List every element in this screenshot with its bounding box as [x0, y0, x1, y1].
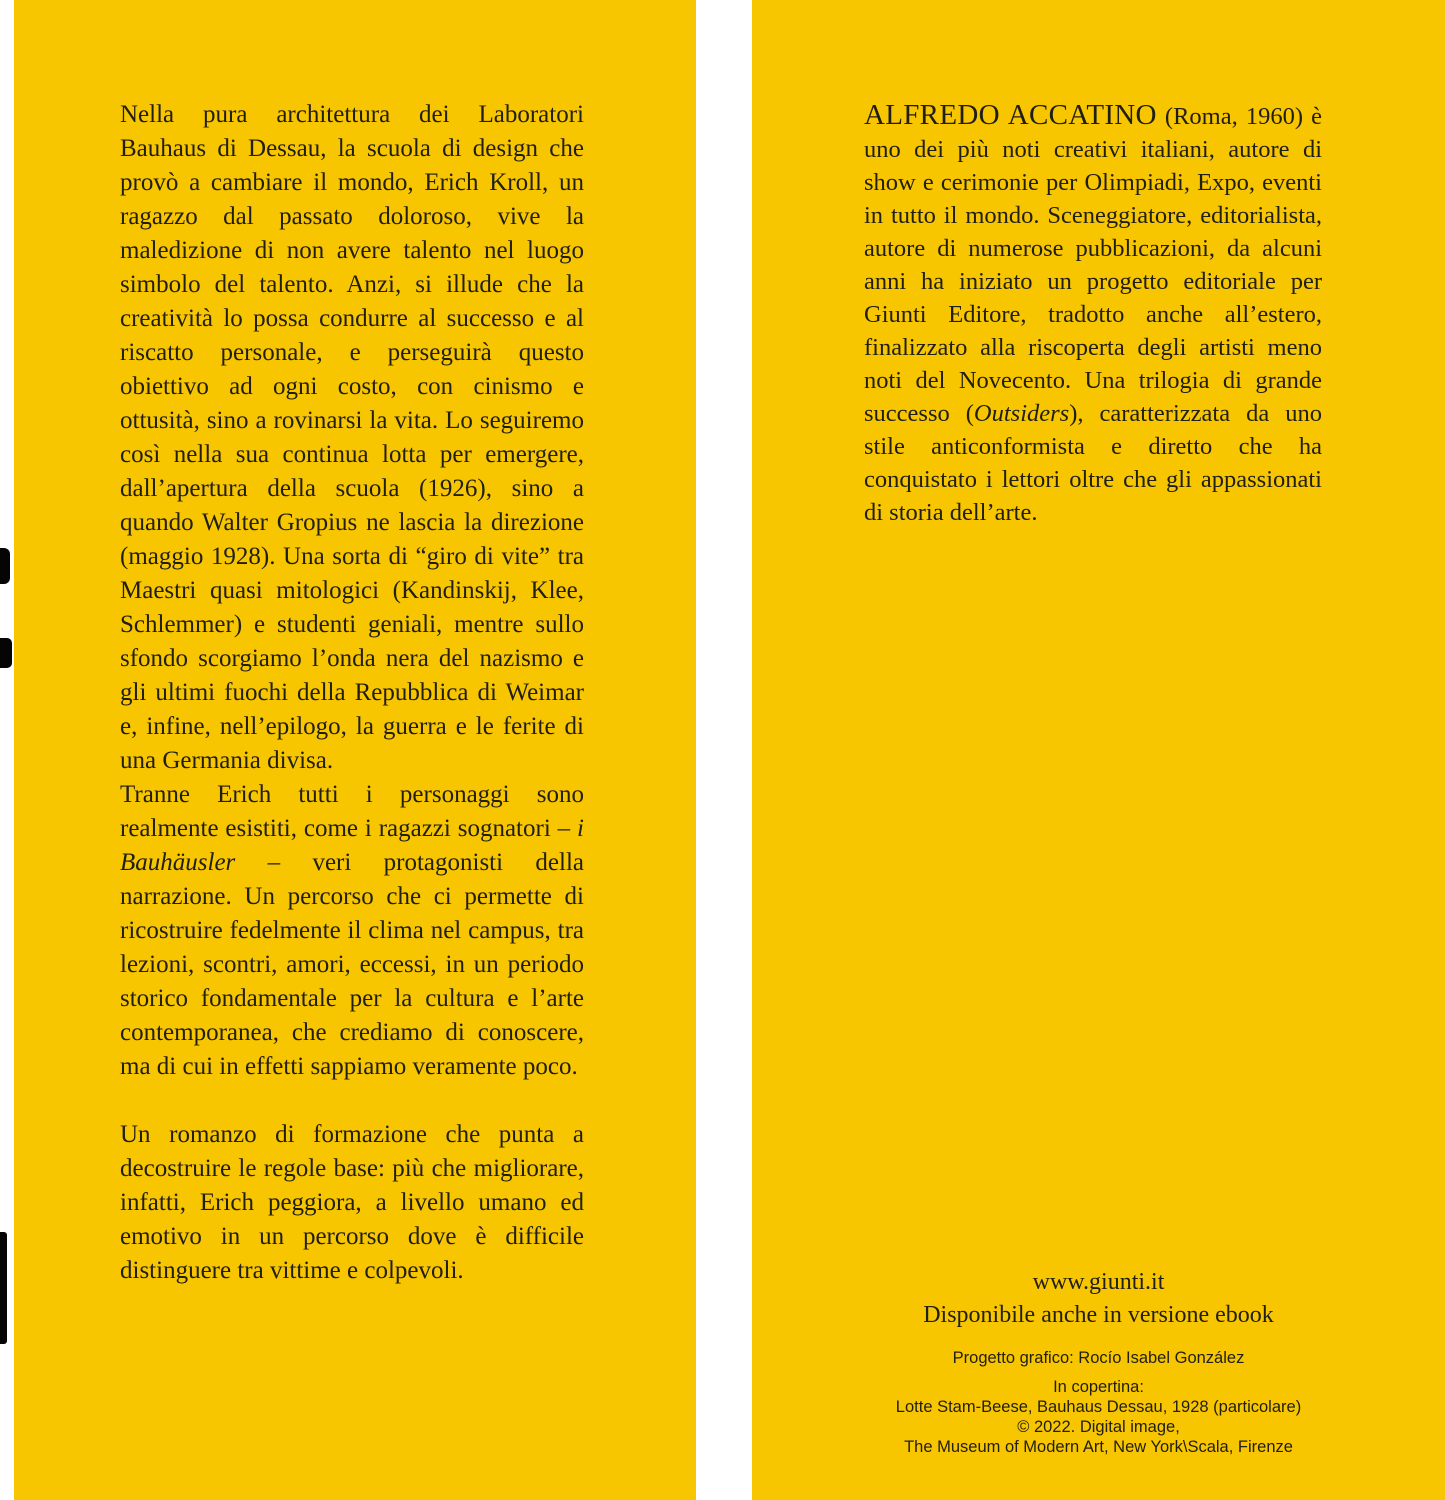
synopsis-paragraph-1: Nella pura architettura dei Laboratori Bauhaus di Dessau, la scuola di design che provò a cambiare il mondo, Erich Kroll, un ragazzo dal passato doloroso, vive la maledizione di non avere talento nel luogo simbolo del talento. Anzi, si illude che la creatività lo possa condurre al successo e al riscatto personale, e perseguirà questo obiettivo ad ogni costo, con cinismo e ottusità, sino a rovinarsi la vita. Lo seguiremo così nella sua continua lotta per emergere, dall’apertura della scuola (1926), sino a quando Walter Gropius ne lascia la direzione (maggio 1928). Una sorta di “giro di vite” tra Maestri quasi mitologici (Kandinskij, Klee, Schlemmer) e studenti geniali, mentre sullo sfondo scorgiamo l’onda nera del nazismo e gli ultimi fuochi della Repubblica di Weimar e, infine, nell’epilogo, la guerra e le ferite di una Germania divisa. — [120, 101, 584, 774]
author-bio-block — [864, 100, 1322, 529]
scan-edge-artifact — [0, 548, 10, 584]
author-bio-segment-2: ), caratterizzata da uno stile anticonformista e diretto che ha conquistato i lettori oltre che gli appassionati di storia dell’arte. — [864, 400, 1322, 526]
colophon — [752, 1266, 1445, 1457]
credits-block — [752, 1348, 1445, 1457]
cover-credit-label: In copertina: — [1053, 1378, 1144, 1396]
scan-edge-artifact — [0, 1232, 7, 1344]
synopsis-paragraph-2 — [120, 778, 584, 1084]
synopsis-block — [120, 98, 584, 1288]
synopsis-p2-segment-1: Tranne Erich tutti i personaggi sono realmente esistiti, come i ragazzi sognatori – — [120, 781, 584, 842]
author-birth: (Roma, 1960) — [1156, 103, 1304, 130]
author-bio-paragraph — [864, 100, 1322, 529]
left-flap — [14, 0, 696, 1500]
author-name: ALFREDO ACCATINO — [864, 99, 1157, 131]
graphic-design-credit: Progetto grafico: Rocío Isabel González — [952, 1349, 1245, 1367]
synopsis-p2-italic-title: i Bauhäusler — [120, 815, 584, 876]
right-flap — [752, 0, 1445, 1500]
synopsis-paragraph-3: Un romanzo di formazione che punta a decostruire le regole base: più che migliorare, infatti, Erich peggiora, a livello umano ed emotivo in un percorso dove è difficile distinguere tra vittime e colpevoli. — [120, 1121, 584, 1284]
cover-credit-artwork: Lotte Stam-Beese, Bauhaus Dessau, 1928 (particolare) — [895, 1398, 1302, 1416]
synopsis-p2-segment-2: – veri protagonisti della narrazione. Un percorso che ci permette di ricostruire fedelmente il clima nel campus, tra lezioni, scontri, amori, eccessi, in un periodo storico fondamentale per la cultura e l’arte contemporanea, che crediamo di conoscere, ma di cui in effetti sappiamo veramente poco. — [120, 849, 584, 1080]
ebook-availability-note: Disponibile anche in versione ebook — [923, 1302, 1274, 1328]
cover-credit-copyright: © 2022. Digital image, — [1017, 1418, 1180, 1436]
publisher-website: www.giunti.it — [1032, 1269, 1165, 1295]
scan-edge-artifact — [0, 638, 12, 668]
author-bio-segment-1: è uno dei più noti creativi italiani, autore di show e cerimonie per Olimpiadi, Expo, eventi in tutto il mondo. Sceneggiatore, editorialista, autore di numerose pubblicazioni, da alcuni anni ha iniziato un progetto editoriale per Giunti Editore, tradotto anche all’estero, finalizzato alla riscoperta degli artisti meno noti del Novecento. Una trilogia di grande successo ( — [864, 103, 1323, 427]
cover-credit-museum: The Museum of Modern Art, New York\Scala, Firenze — [904, 1438, 1293, 1456]
author-bio-italic-title: Outsiders — [973, 400, 1070, 427]
